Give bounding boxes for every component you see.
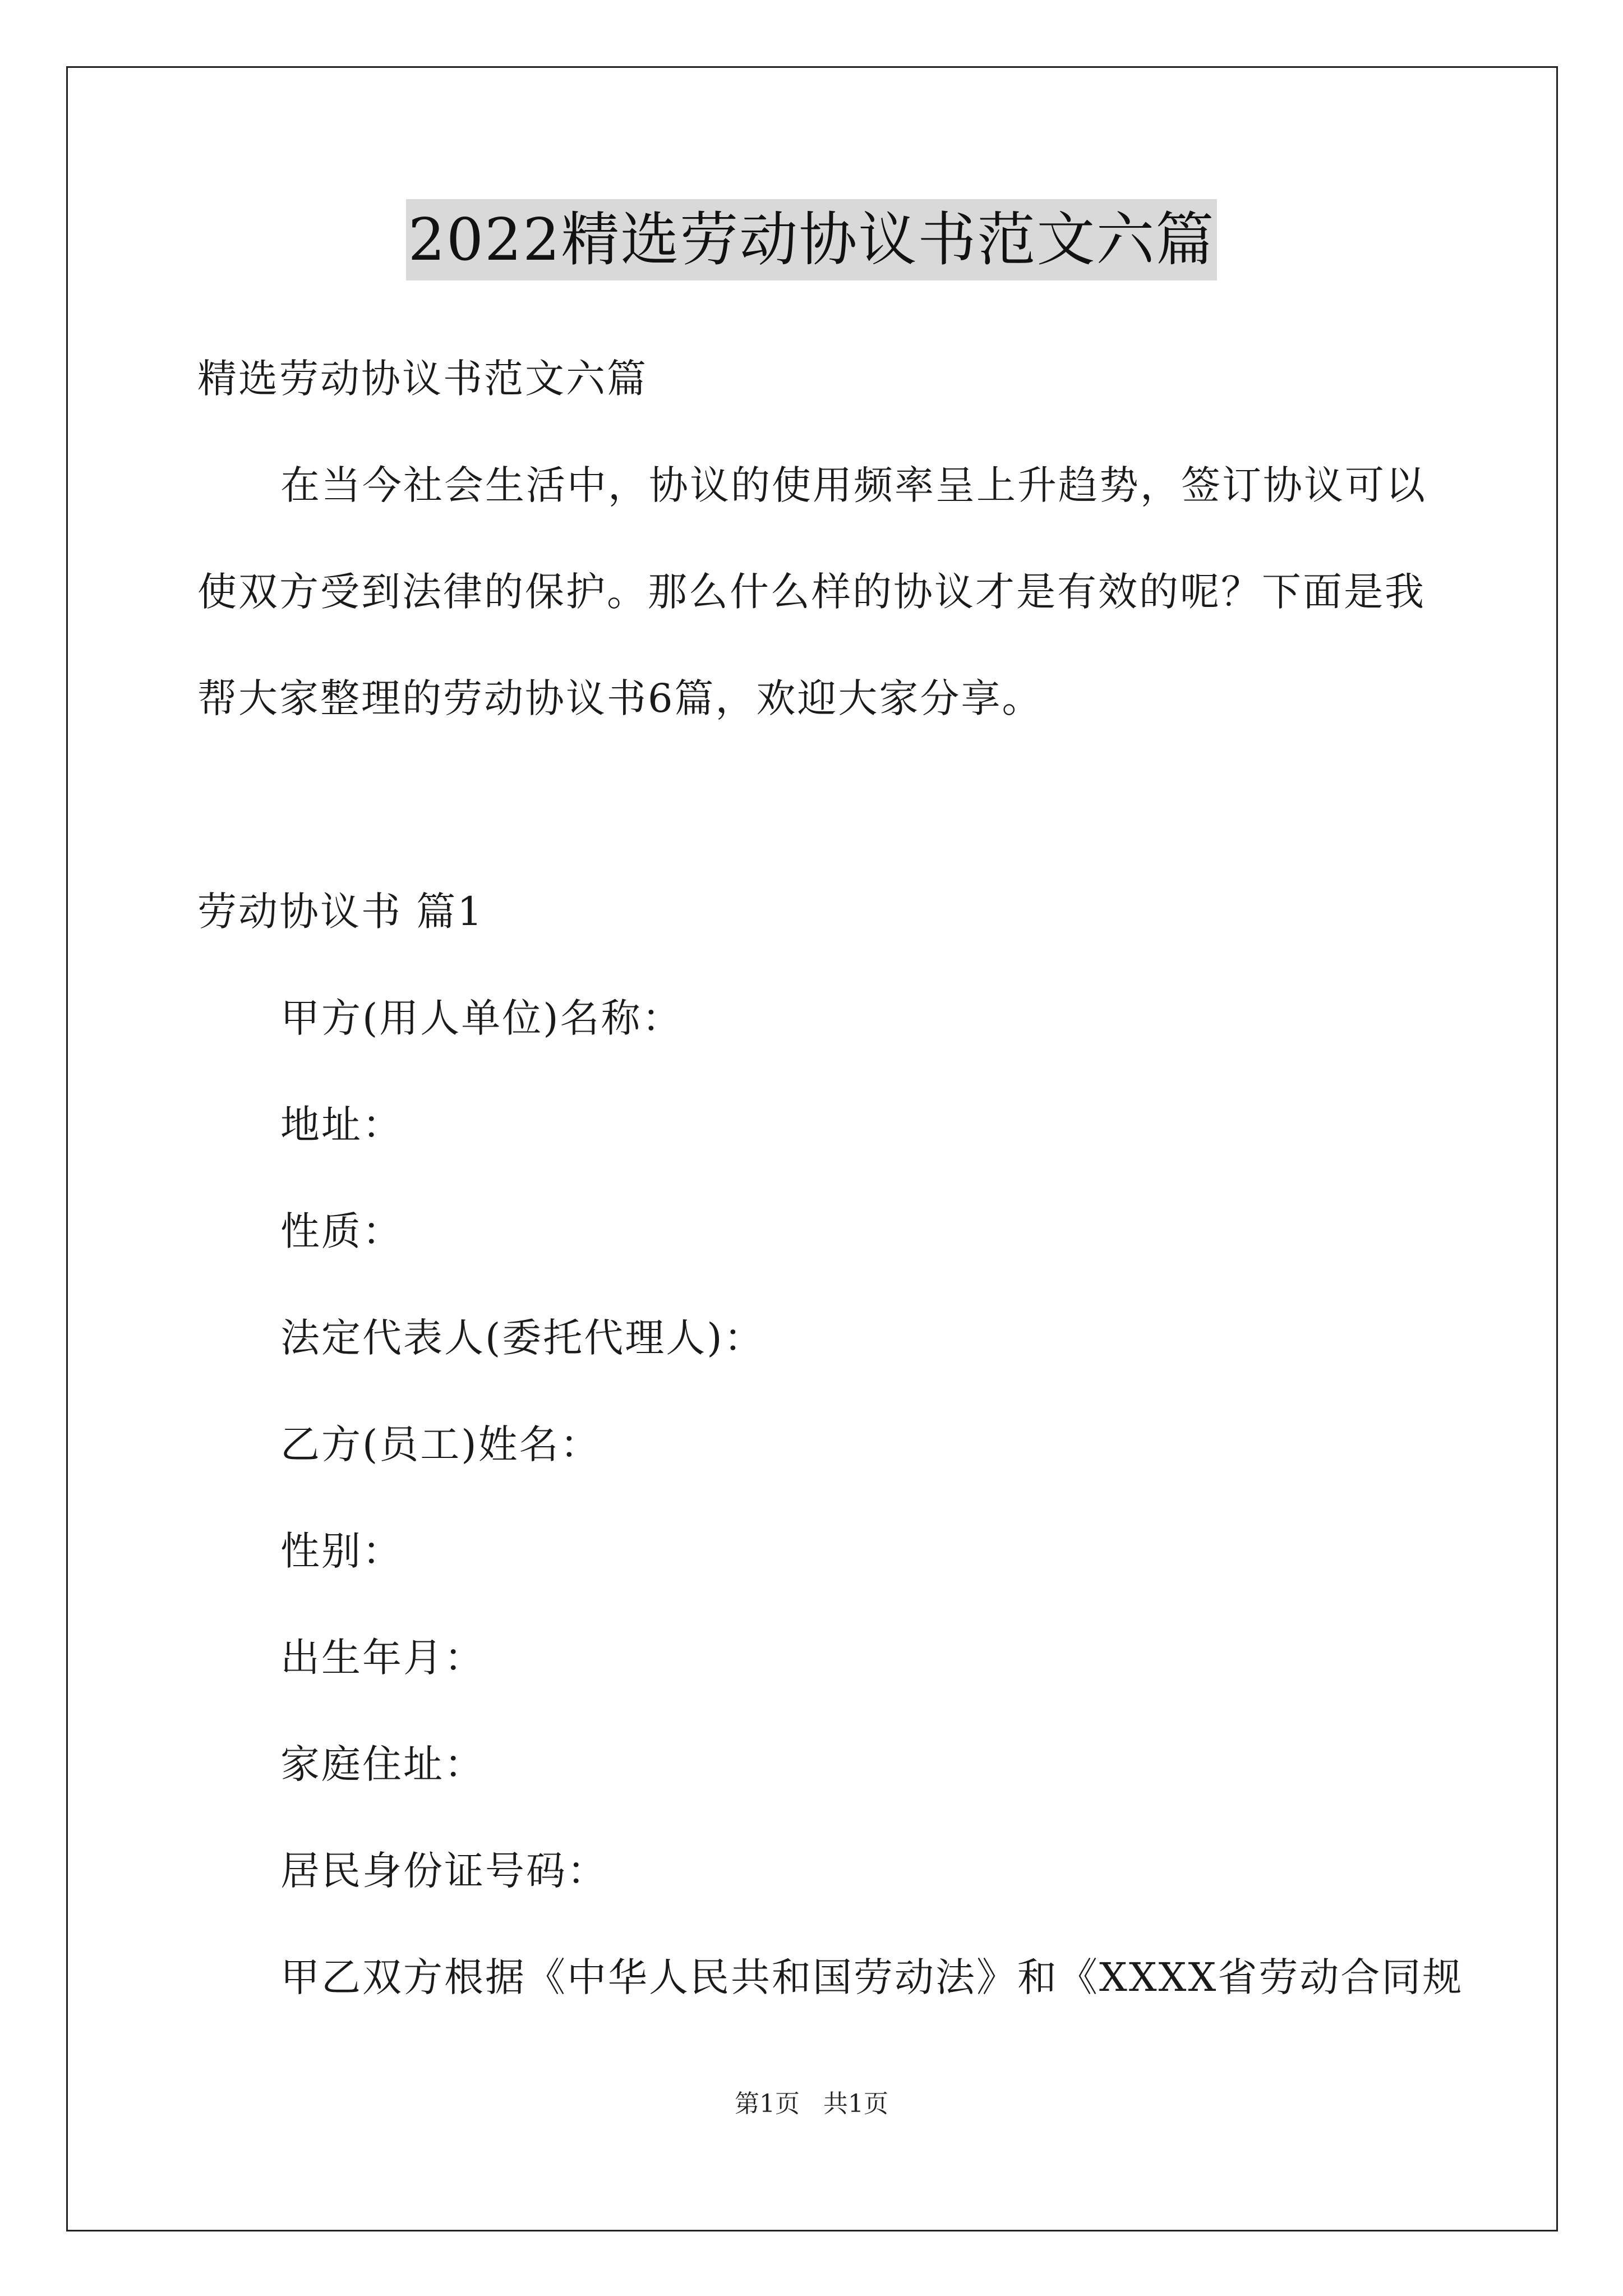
field-gender: 性别： — [280, 1528, 403, 1574]
intro-line-2: 使双方受到法律的保护。那么什么样的协议才是有效的呢？下面是我 — [197, 569, 1426, 615]
intro-line-3: 帮大家整理的劳动协议书6篇，欢迎大家分享。 — [197, 675, 1043, 721]
field-employee-name: 乙方(员工)姓名： — [280, 1421, 601, 1467]
document-title: 2022精选劳动协议书范文六篇 — [406, 199, 1218, 280]
field-nature: 性质： — [280, 1208, 403, 1254]
title-container — [0, 199, 1623, 280]
field-id-number: 居民身份证号码： — [280, 1848, 608, 1894]
field-home-address: 家庭住址： — [280, 1741, 485, 1787]
intro-line-1: 在当今社会生活中，协议的使用频率呈上升趋势，签订协议可以 — [280, 462, 1427, 508]
section-heading: 劳动协议书 篇1 — [197, 889, 484, 935]
field-legal-representative: 法定代表人(委托代理人)： — [280, 1315, 765, 1361]
agreement-basis-line: 甲乙双方根据《中华人民共和国劳动法》和《XXXX省劳动合同规 — [280, 1954, 1464, 2000]
page-footer: 第1页 共1页 — [735, 2090, 888, 2118]
document-subtitle: 精选劳动协议书范文六篇 — [197, 356, 648, 402]
field-employer-name: 甲方(用人单位)名称： — [280, 995, 683, 1041]
field-birth-date: 出生年月： — [280, 1635, 485, 1681]
field-address: 地址： — [280, 1102, 403, 1148]
